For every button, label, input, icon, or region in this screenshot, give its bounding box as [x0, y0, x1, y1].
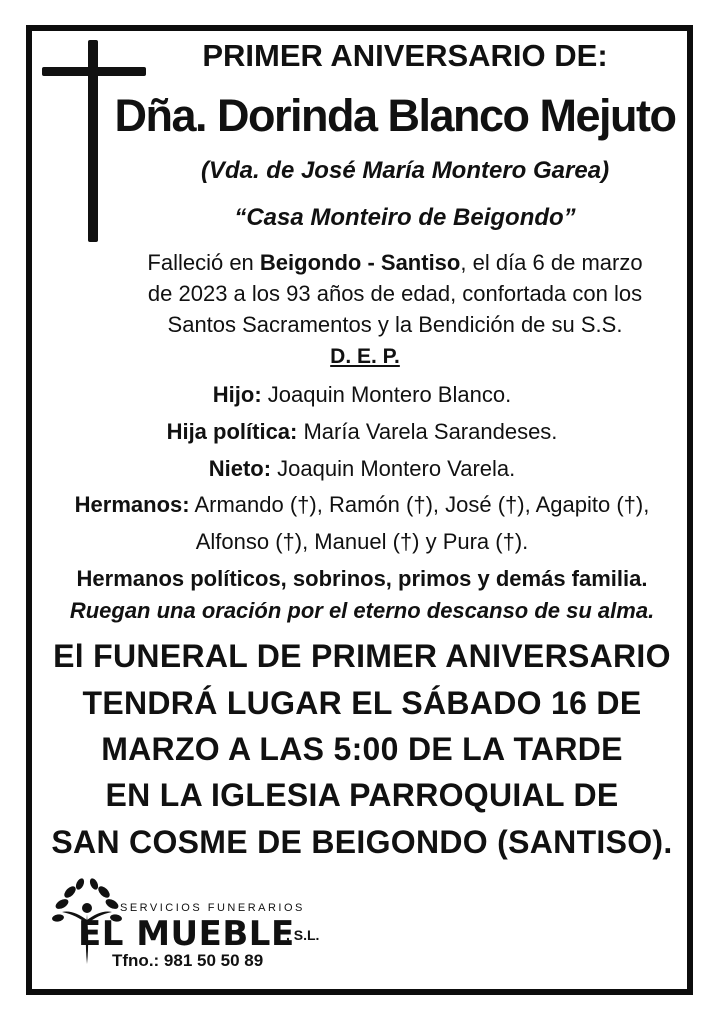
widow-of: (Vda. de José María Montero Garea)	[200, 157, 610, 184]
dep-text: D. E. P.	[330, 345, 400, 368]
deceased-name: Dña. Dorinda Blanco Mejuto	[114, 90, 676, 141]
company-suffix: , S.L.	[286, 927, 320, 943]
funeral-line-1: El FUNERAL DE PRIMER ANIVERSARIO	[53, 638, 671, 674]
death-date: , el día 6 de marzo	[460, 250, 643, 275]
company-phone: Tfno.: 981 50 50 89	[112, 951, 264, 970]
daughter-in-law-name: María Varela Sarandeses.	[297, 419, 558, 444]
death-line-2: de 2023 a los 93 años de edad, confortada con los	[147, 281, 643, 306]
death-line-1	[110, 250, 680, 276]
company-tagline: SERVICIOS FUNERARIOS	[120, 902, 305, 914]
family-son	[36, 382, 688, 408]
company-name: EL MUEBLE	[78, 914, 295, 954]
dep-label	[150, 345, 580, 369]
siblings-label: Hermanos:	[74, 492, 190, 517]
family-grandson	[36, 456, 688, 482]
notice-heading: PRIMER ANIVERSARIO DE:	[202, 38, 608, 73]
family-daughter-in-law	[36, 419, 688, 445]
funeral-line-4: EN LA IGLESIA PARROQUIAL DE	[105, 777, 619, 813]
death-prefix: Falleció en	[147, 250, 260, 275]
house-name: “Casa Monteiro de Beigondo”	[234, 204, 576, 231]
cross-icon-bar	[42, 67, 146, 76]
family-siblings-2: Alfonso (†), Manuel (†) y Pura (†).	[195, 529, 529, 554]
daughter-in-law-label: Hija política:	[166, 419, 298, 444]
siblings-names-1: Armando (†), Ramón (†), José (†), Agapito (†),	[189, 492, 650, 517]
death-place: Beigondo - Santiso	[259, 250, 461, 275]
son-name: Joaquin Montero Blanco.	[261, 382, 512, 407]
extended-family: Hermanos políticos, sobrinos, primos y demás familia.	[76, 566, 648, 591]
death-line-3: Santos Sacramentos y la Bendición de su S.S.	[167, 312, 623, 337]
family-siblings-1	[36, 492, 688, 518]
funeral-line-3: MARZO A LAS 5:00 DE LA TARDE	[101, 731, 623, 767]
son-label: Hijo:	[212, 382, 262, 407]
prayer-request: Ruegan una oración por el eterno descanso de su alma.	[69, 598, 655, 623]
funeral-line-2: TENDRÁ LUGAR EL SÁBADO 16 DE	[82, 685, 642, 721]
funeral-line-5: SAN COSME DE BEIGONDO (SANTISO).	[51, 824, 673, 860]
grandson-label: Nieto:	[208, 456, 272, 481]
grandson-name: Joaquin Montero Varela.	[271, 456, 516, 481]
